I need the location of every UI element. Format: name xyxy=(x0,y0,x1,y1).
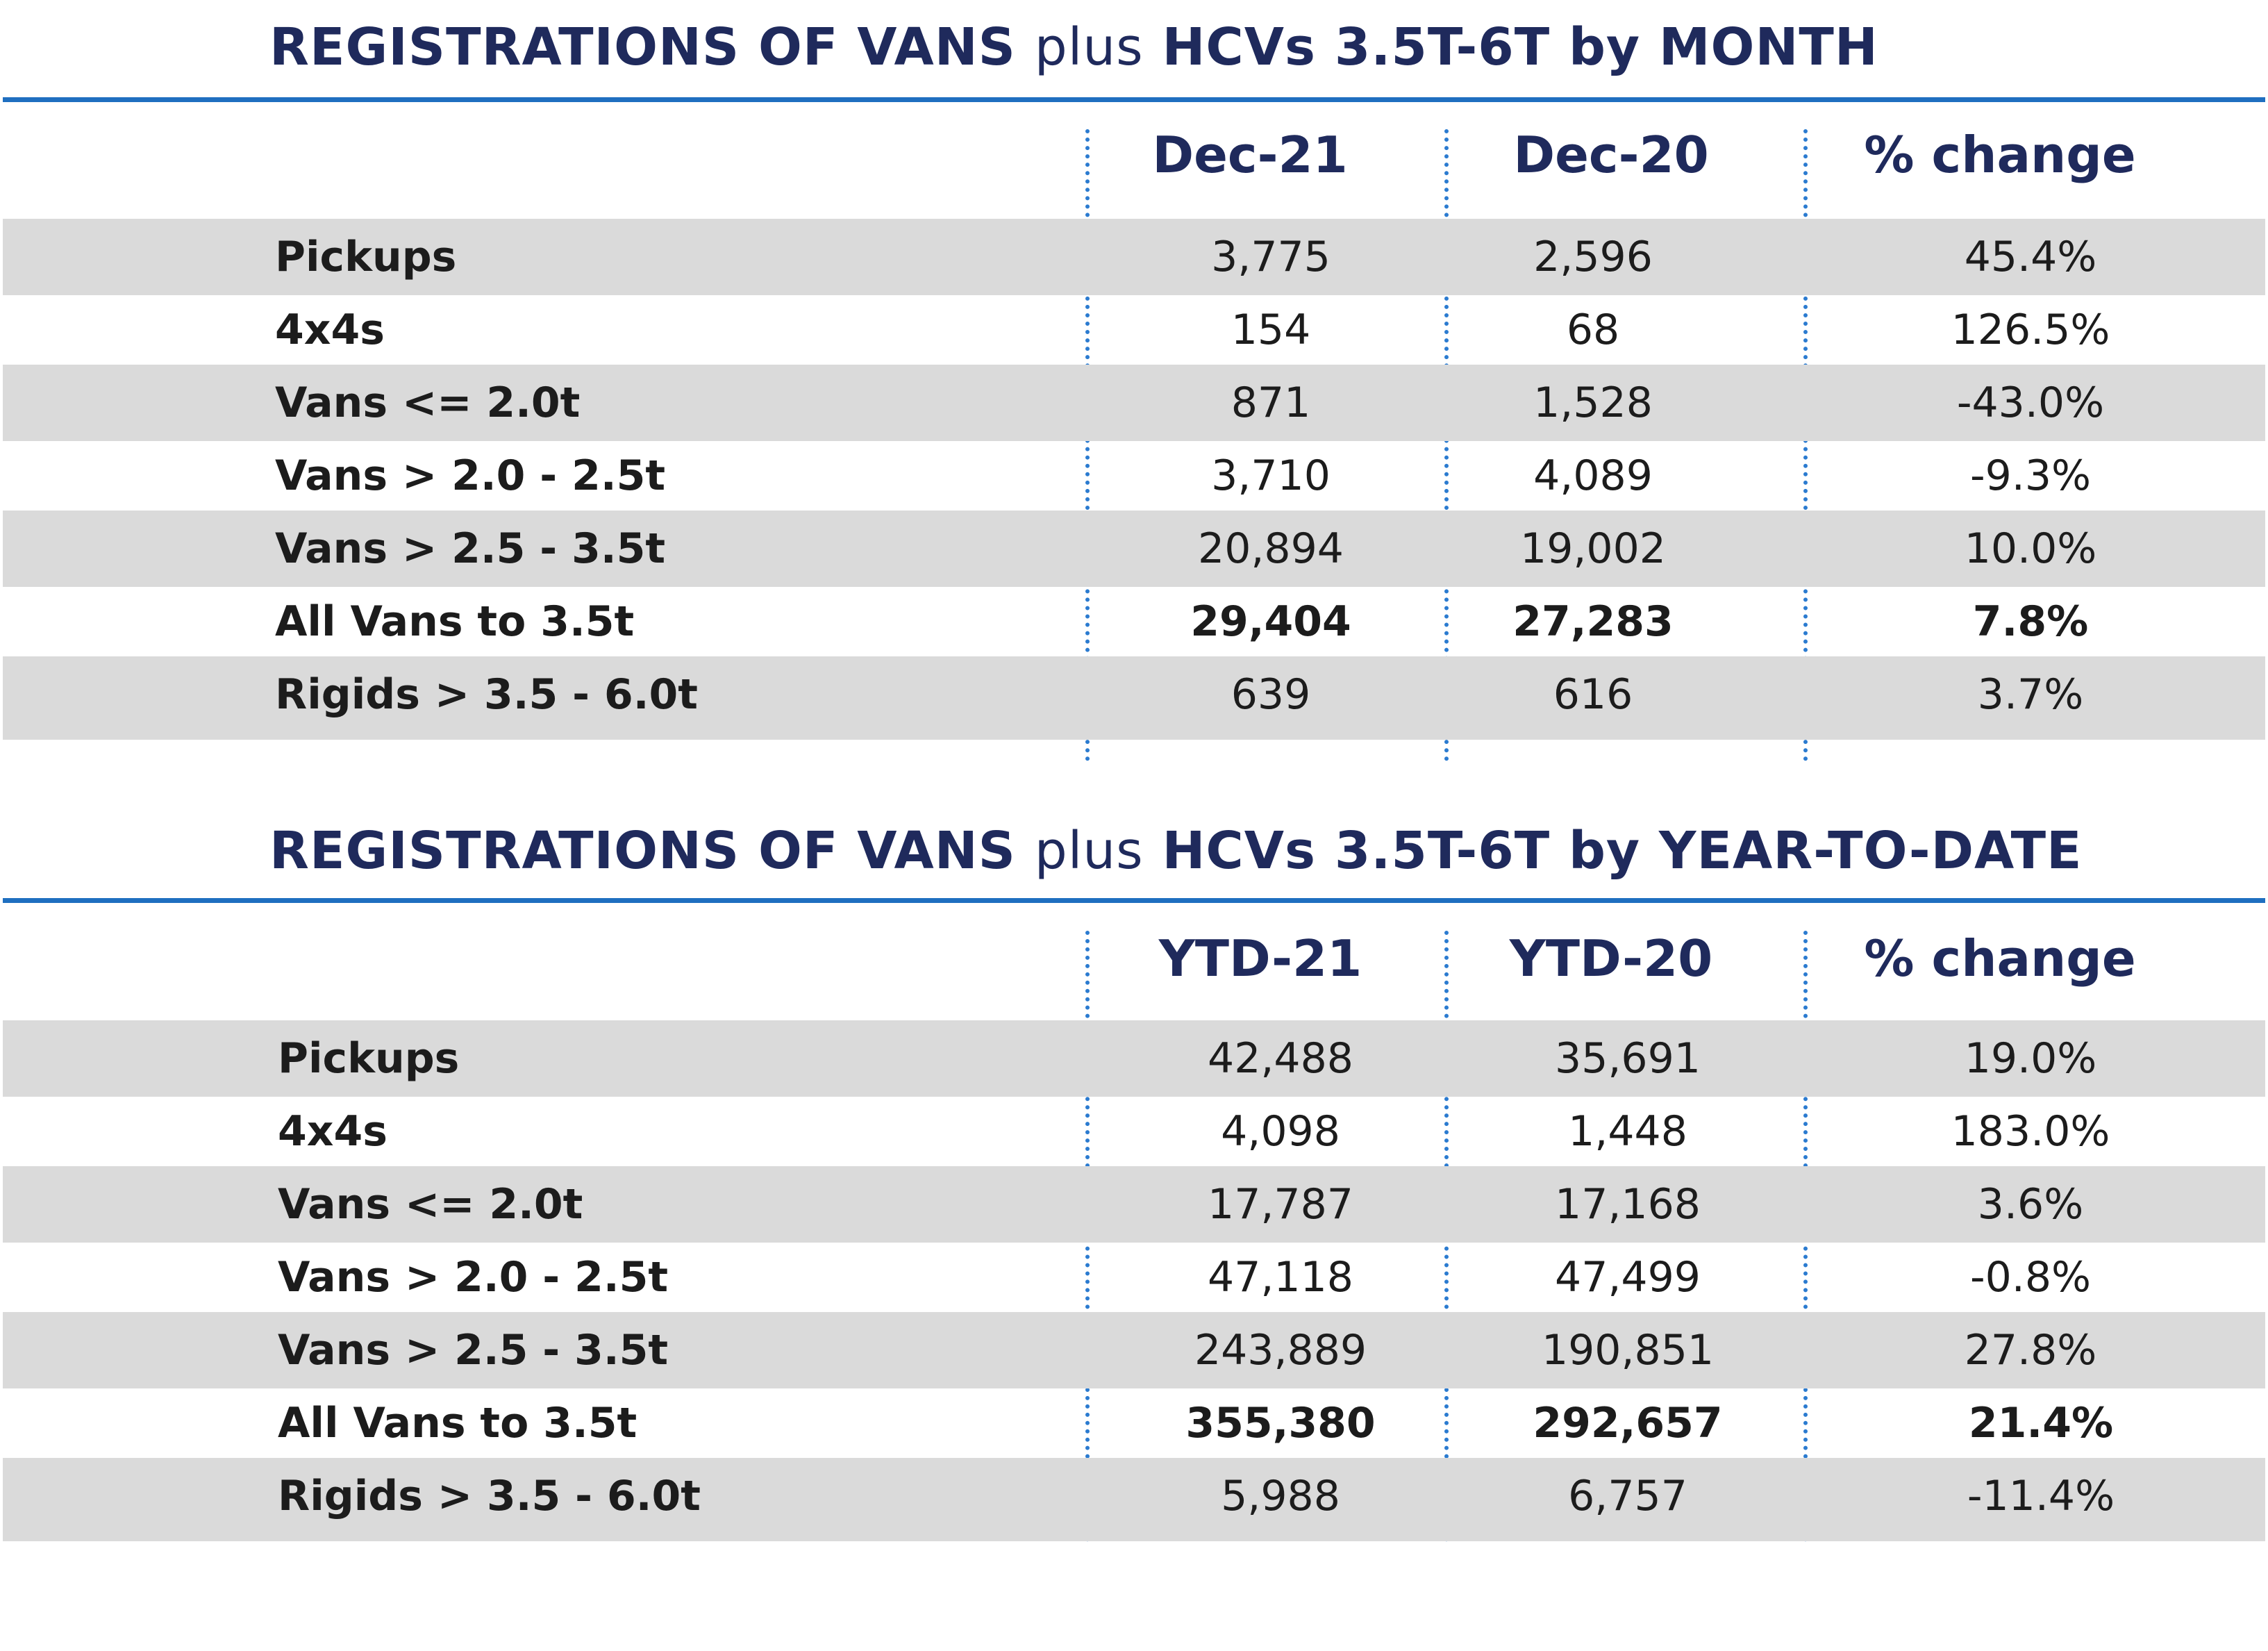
cell-change: 45.4% xyxy=(1964,233,2097,281)
cell-change: 27.8% xyxy=(1964,1326,2097,1375)
row-label: Rigids > 3.5 - 6.0t xyxy=(275,670,698,719)
ytd-table-section xyxy=(0,816,2268,1552)
table-row xyxy=(3,1166,2265,1243)
table-row-total xyxy=(3,587,2265,656)
cell-previous: 6,757 xyxy=(1568,1472,1687,1520)
row-label: Vans > 2.0 - 2.5t xyxy=(278,1253,669,1302)
cell-change: -0.8% xyxy=(1969,1253,2092,1302)
cell-change: 183.0% xyxy=(1951,1107,2110,1156)
cell-change: -9.3% xyxy=(1969,451,2092,500)
cell-previous: 17,168 xyxy=(1555,1180,1701,1229)
table-row xyxy=(3,511,2265,587)
column-header: YTD-20 xyxy=(1509,929,1713,988)
table-row xyxy=(3,656,2265,740)
table-row xyxy=(3,365,2265,441)
cell-current: 47,118 xyxy=(1208,1253,1353,1302)
cell-previous: 4,089 xyxy=(1533,451,1653,500)
table-row xyxy=(3,219,2265,295)
row-label: Vans <= 2.0t xyxy=(278,1180,583,1229)
table-row-total xyxy=(3,1388,2265,1458)
cell-previous: 19,002 xyxy=(1520,524,1666,573)
cell-current: 5,988 xyxy=(1221,1472,1340,1520)
cell-previous: 1,448 xyxy=(1568,1107,1687,1156)
cell-change: 126.5% xyxy=(1951,306,2110,354)
title-rule xyxy=(3,898,2265,903)
cell-current: 17,787 xyxy=(1208,1180,1353,1229)
title-rule xyxy=(3,97,2265,102)
cell-change: 3.7% xyxy=(1977,670,2084,719)
cell-previous: 27,283 xyxy=(1512,597,1674,646)
title-plus: plus xyxy=(1034,17,1144,77)
column-header: Dec-21 xyxy=(1152,126,1348,184)
table-row xyxy=(3,1097,2265,1166)
cell-current: 154 xyxy=(1231,306,1311,354)
title-right: HCVs 3.5T-6T by MONTH xyxy=(1162,17,1878,77)
column-header: % change xyxy=(1864,929,2136,988)
column-header: Dec-20 xyxy=(1513,126,1709,184)
column-header: YTD-21 xyxy=(1158,929,1362,988)
cell-previous: 2,596 xyxy=(1533,233,1653,281)
cell-previous: 616 xyxy=(1553,670,1633,719)
row-label: Vans <= 2.0t xyxy=(275,379,581,427)
row-label: 4x4s xyxy=(275,306,385,354)
table-row xyxy=(3,1458,2265,1541)
cell-change: -43.0% xyxy=(1956,379,2105,427)
cell-current: 20,894 xyxy=(1198,524,1344,573)
cell-previous: 35,691 xyxy=(1555,1034,1701,1083)
row-label: Rigids > 3.5 - 6.0t xyxy=(278,1472,701,1520)
row-label: All Vans to 3.5t xyxy=(275,597,635,646)
cell-current: 29,404 xyxy=(1190,597,1351,646)
table-row xyxy=(3,1243,2265,1312)
row-label: Vans > 2.0 - 2.5t xyxy=(275,451,666,500)
cell-change: 7.8% xyxy=(1972,597,2089,646)
monthly-table-title xyxy=(269,13,1878,82)
ytd-table-title xyxy=(269,816,2083,886)
table-row xyxy=(3,295,2265,365)
cell-current: 3,775 xyxy=(1211,233,1331,281)
cell-current: 4,098 xyxy=(1221,1107,1340,1156)
row-label: Pickups xyxy=(275,233,457,281)
cell-current: 3,710 xyxy=(1211,451,1331,500)
row-label: Vans > 2.5 - 3.5t xyxy=(275,524,666,573)
title-plus: plus xyxy=(1034,821,1144,881)
cell-previous: 190,851 xyxy=(1541,1326,1715,1375)
cell-change: 19.0% xyxy=(1964,1034,2097,1083)
row-label: All Vans to 3.5t xyxy=(278,1399,637,1447)
cell-current: 243,889 xyxy=(1194,1326,1367,1375)
cell-current: 639 xyxy=(1231,670,1311,719)
row-label: Vans > 2.5 - 3.5t xyxy=(278,1326,669,1375)
cell-change: -11.4% xyxy=(1967,1472,2115,1520)
cell-previous: 292,657 xyxy=(1533,1399,1723,1447)
cell-current: 355,380 xyxy=(1185,1399,1376,1447)
table-row xyxy=(3,1020,2265,1097)
title-right: HCVs 3.5T-6T by YEAR-TO-DATE xyxy=(1162,821,2083,881)
cell-change: 21.4% xyxy=(1968,1399,2114,1447)
table-row xyxy=(3,1312,2265,1388)
cell-previous: 1,528 xyxy=(1533,379,1653,427)
cell-current: 42,488 xyxy=(1208,1034,1353,1083)
cell-change: 10.0% xyxy=(1964,524,2097,573)
cell-previous: 68 xyxy=(1566,306,1620,354)
title-left: REGISTRATIONS OF VANS xyxy=(269,821,1016,881)
row-label: 4x4s xyxy=(278,1107,387,1156)
title-left: REGISTRATIONS OF VANS xyxy=(269,17,1016,77)
column-header: % change xyxy=(1864,126,2136,184)
cell-previous: 47,499 xyxy=(1555,1253,1701,1302)
row-label: Pickups xyxy=(278,1034,460,1083)
cell-current: 871 xyxy=(1231,379,1311,427)
table-row xyxy=(3,441,2265,511)
monthly-table-section xyxy=(0,13,2268,749)
cell-change: 3.6% xyxy=(1977,1180,2084,1229)
